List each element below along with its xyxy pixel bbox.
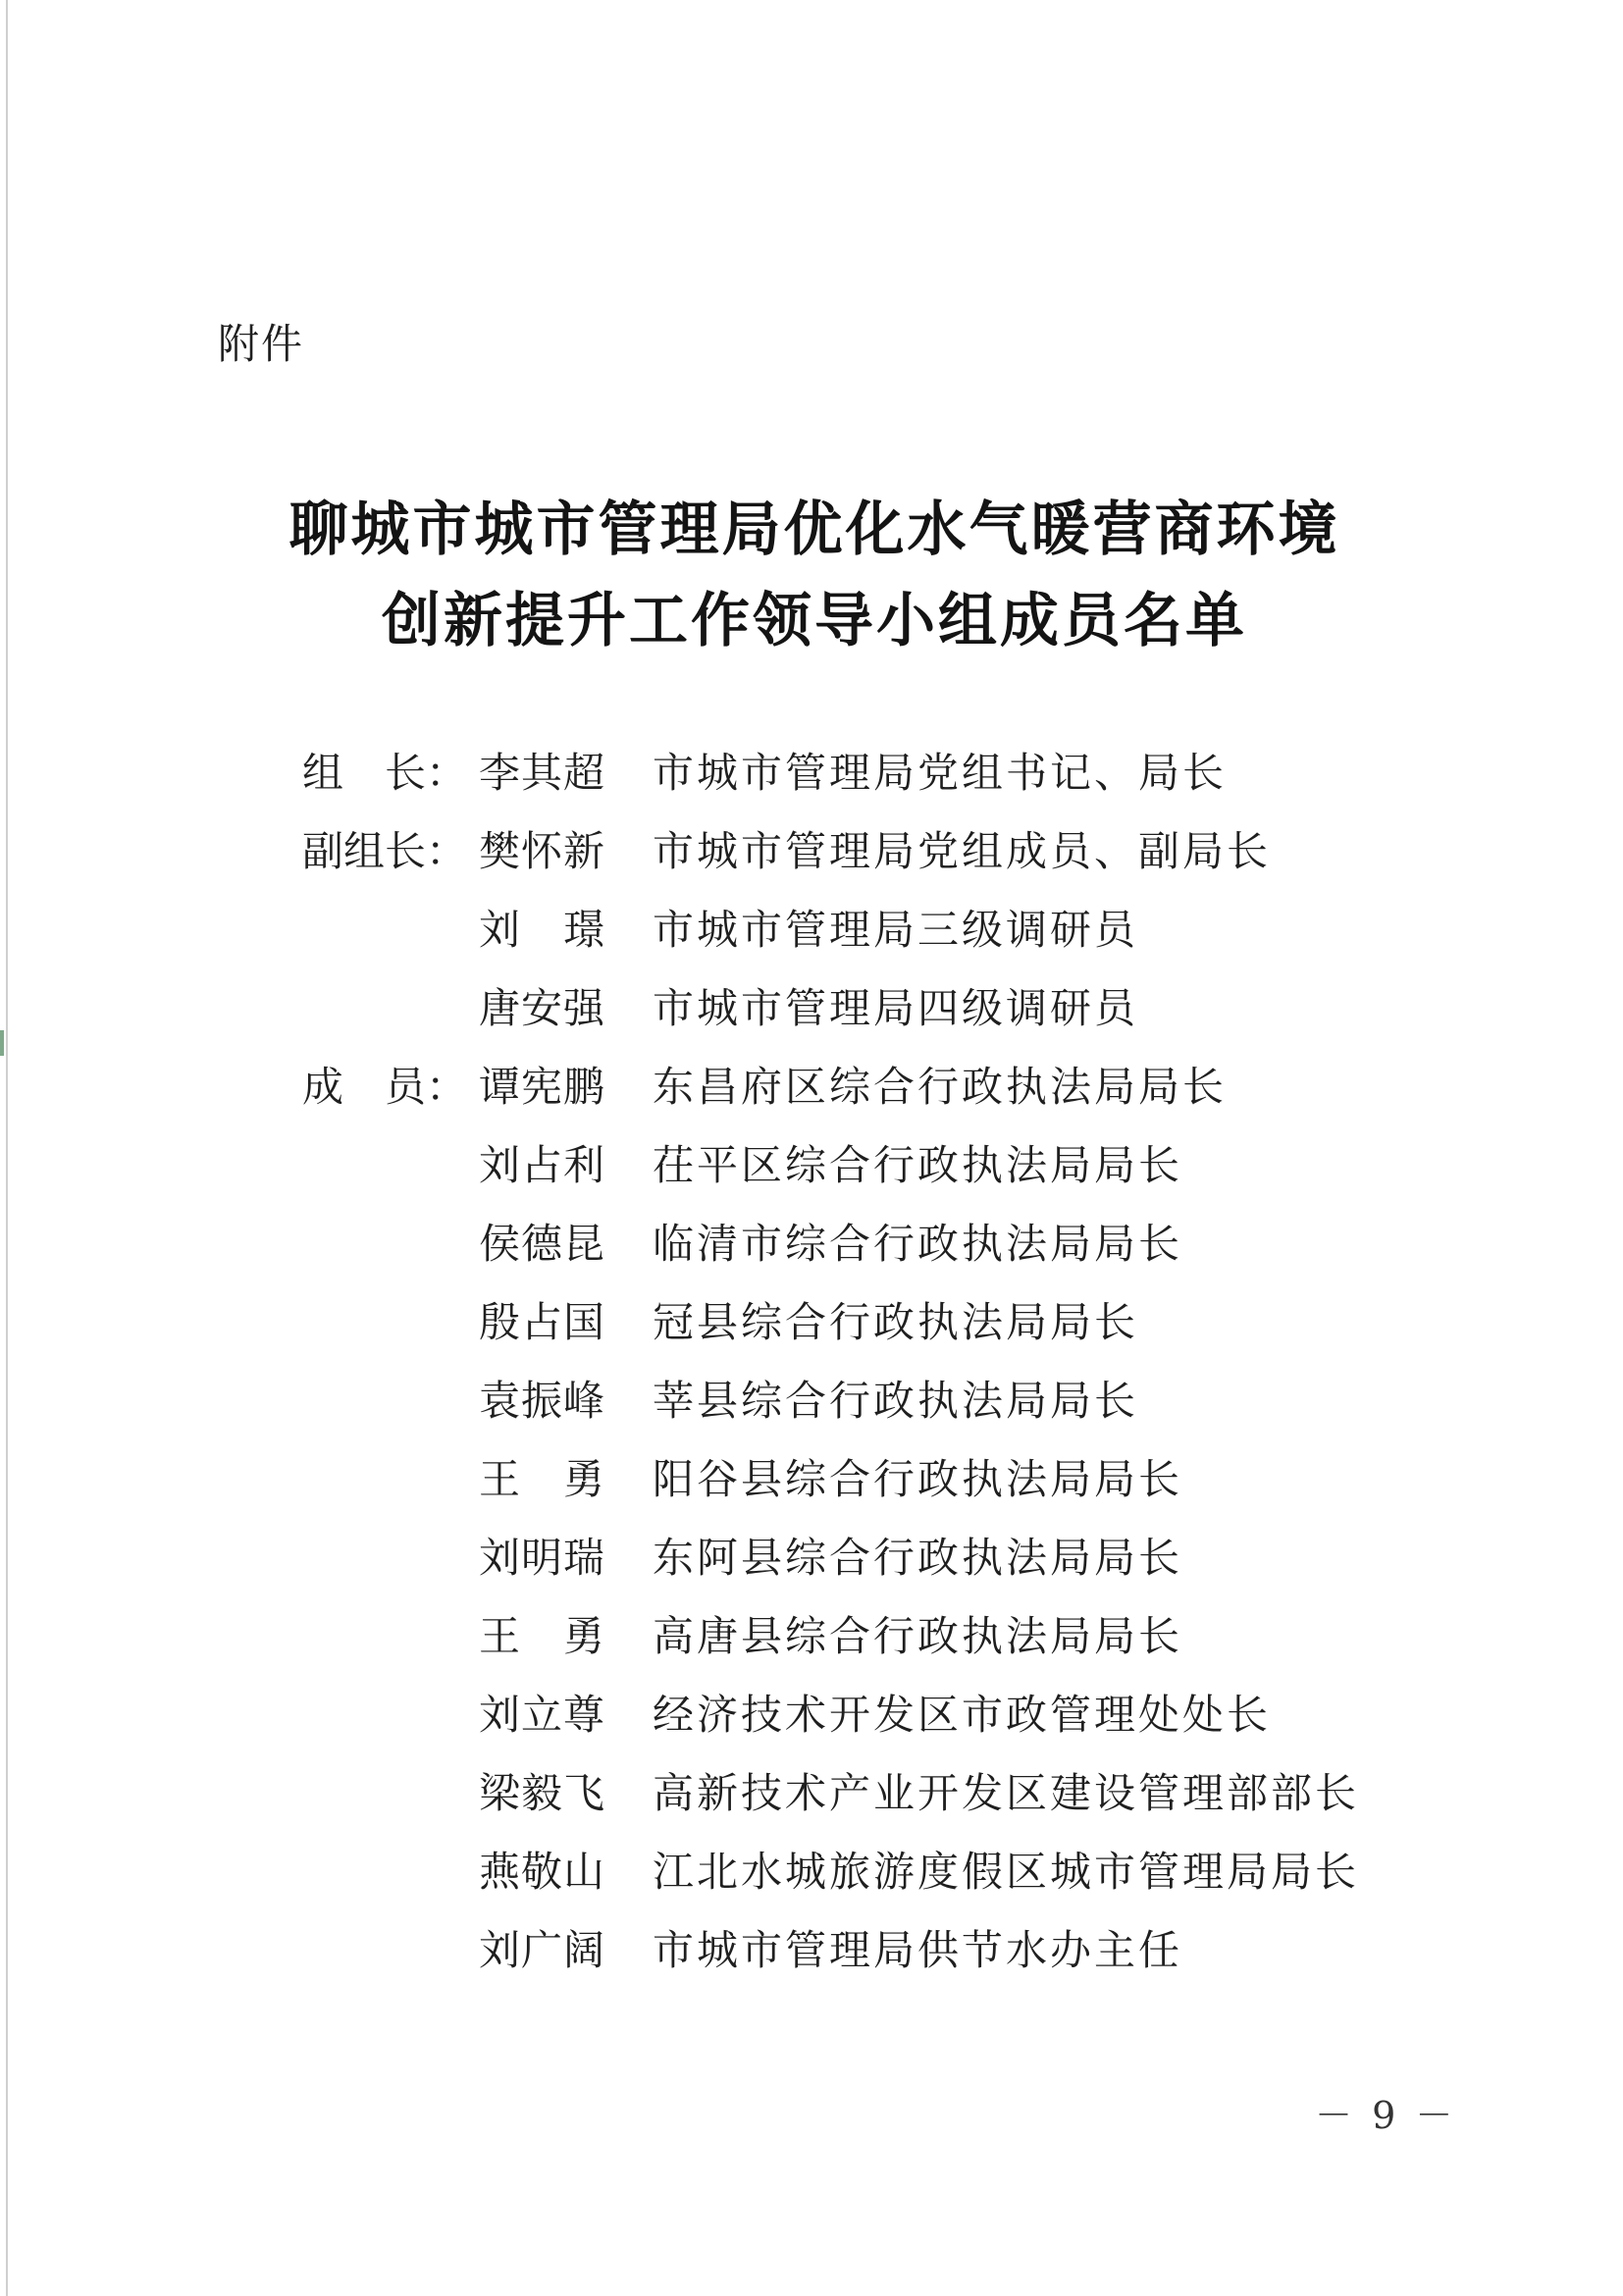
member-role: 副组长： [302, 827, 468, 875]
member-position: 东昌府区综合行政执法局局长 [653, 1063, 1228, 1111]
member-position: 经济技术开发区市政管理处处长 [653, 1691, 1272, 1739]
member-name: 殷占国 [479, 1298, 606, 1346]
member-role: 成 员： [302, 1063, 468, 1111]
member-name: 唐安强 [479, 984, 606, 1032]
member-row [0, 979, 1623, 1038]
member-row [0, 1921, 1623, 1980]
attachment-label: 附件 [218, 320, 305, 368]
member-name: 谭宪鹏 [479, 1063, 606, 1111]
member-name: 刘广阔 [479, 1926, 606, 1974]
member-position: 高新技术产业开发区建设管理部部长 [653, 1769, 1360, 1817]
member-name: 刘占利 [479, 1141, 606, 1189]
member-name: 袁振峰 [479, 1377, 606, 1425]
member-row [0, 744, 1623, 803]
member-position: 市城市管理局党组成员、副局长 [653, 827, 1272, 875]
member-name: 侯德昆 [479, 1220, 606, 1268]
member-position: 江北水城旅游度假区城市管理局局长 [653, 1848, 1360, 1896]
member-position: 临清市综合行政执法局局长 [653, 1220, 1183, 1268]
member-name: 王 勇 [479, 1455, 606, 1503]
member-name: 刘明瑞 [479, 1534, 606, 1582]
document-title-line-2: 创新提升工作领导小组成员名单 [382, 587, 1247, 655]
member-position: 东阿县综合行政执法局局长 [653, 1534, 1183, 1582]
member-position: 市城市管理局三级调研员 [653, 906, 1139, 954]
member-position: 冠县综合行政执法局局长 [653, 1298, 1139, 1346]
member-row [0, 1686, 1623, 1745]
document-title-line-1: 聊城市城市管理局优化水气暖营商环境 [288, 496, 1340, 564]
member-position: 市城市管理局党组书记、局长 [653, 749, 1228, 797]
member-position: 茌平区综合行政执法局局长 [653, 1141, 1183, 1189]
member-name: 梁毅飞 [479, 1769, 606, 1817]
member-row [0, 1136, 1623, 1195]
member-row [0, 901, 1623, 960]
member-row [0, 1529, 1623, 1588]
member-row [0, 822, 1623, 881]
member-name: 燕敬山 [479, 1848, 606, 1896]
member-position: 高唐县综合行政执法局局长 [653, 1612, 1183, 1660]
member-name: 刘立尊 [479, 1691, 606, 1739]
member-position: 市城市管理局供节水办主任 [653, 1926, 1183, 1974]
member-name: 王 勇 [479, 1612, 606, 1660]
member-row [0, 1372, 1623, 1431]
member-row [0, 1215, 1623, 1274]
member-row [0, 1058, 1623, 1117]
member-row [0, 1293, 1623, 1352]
member-position: 莘县综合行政执法局局长 [653, 1377, 1139, 1425]
member-position: 市城市管理局四级调研员 [653, 984, 1139, 1032]
member-position: 阳谷县综合行政执法局局长 [653, 1455, 1183, 1503]
member-row [0, 1607, 1623, 1666]
member-name: 刘 璟 [479, 906, 606, 954]
page-number: － 9 － [1315, 2094, 1457, 2137]
member-name: 樊怀新 [479, 827, 606, 875]
member-role: 组 长： [302, 749, 468, 797]
member-row [0, 1843, 1623, 1902]
member-name: 李其超 [479, 749, 606, 797]
member-row [0, 1764, 1623, 1823]
member-row [0, 1450, 1623, 1509]
